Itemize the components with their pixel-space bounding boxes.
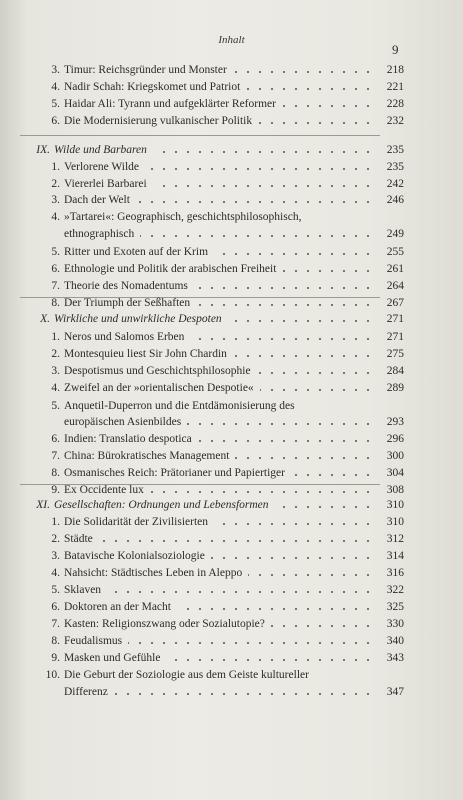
running-head: Inhalt: [218, 34, 245, 46]
toc-title: Osmanisches Reich: Prätorianer und Papiertiger: [64, 467, 285, 479]
toc-number: X.: [40, 313, 50, 325]
toc-number: IX.: [36, 144, 50, 156]
toc-page-number: 293: [386, 416, 404, 428]
dot-leader: [257, 363, 374, 379]
dot-leader: [140, 226, 374, 242]
toc-number: 6.: [51, 115, 60, 127]
toc-page-number: 249: [386, 228, 404, 240]
toc-page-number: 218: [386, 64, 404, 76]
toc-title: Timur: Reichsgründer und Monster: [64, 64, 227, 76]
toc-number: 7.: [51, 450, 60, 462]
toc-number: 1.: [51, 161, 60, 173]
toc-page-number: 322: [386, 584, 404, 596]
dot-leader: [150, 482, 374, 498]
toc-title: China: Bürokratisches Management: [64, 450, 230, 462]
dot-leader: [228, 311, 374, 327]
toc-title: Feudalismus: [64, 635, 123, 647]
toc-title: Anquetil-Duperron und die Entdämonisierung des: [64, 400, 295, 412]
toc-page-number: 316: [386, 567, 404, 579]
toc-page-number: 271: [386, 313, 404, 325]
dot-leader: [190, 329, 374, 345]
toc-number: 5.: [51, 246, 60, 258]
toc-number: 1.: [51, 516, 60, 528]
toc-number: 6.: [51, 433, 60, 445]
dot-leader: [145, 159, 374, 175]
dot-leader: [107, 582, 374, 598]
toc-title: Nadir Schah: Kriegskomet und Patriot: [64, 81, 241, 93]
dot-leader: [136, 192, 374, 208]
toc-title: ethnographisch: [64, 228, 135, 240]
toc-title: Die Solidarität der Zivilisierten: [64, 516, 209, 528]
toc-page-number: 296: [386, 433, 404, 445]
toc-title: Batavische Kolonialsoziologie: [64, 550, 205, 562]
toc-page-number: 343: [386, 652, 404, 664]
dot-leader: [198, 431, 374, 447]
dot-leader: [282, 96, 374, 112]
toc-page-number: 221: [386, 81, 404, 93]
dot-leader: [275, 497, 374, 513]
dot-leader: [260, 380, 374, 396]
toc-page-number: 300: [386, 450, 404, 462]
toc-number: 6.: [51, 263, 60, 275]
toc-number: 5.: [51, 584, 60, 596]
toc-number: 9.: [51, 652, 60, 664]
toc-number: 2.: [51, 178, 60, 190]
toc-title: Dach der Welt: [64, 194, 130, 206]
dot-leader: [248, 565, 374, 581]
toc-number: 5.: [51, 98, 60, 110]
toc-number: 6.: [51, 601, 60, 613]
toc-number: 2.: [51, 533, 60, 545]
toc-title: Haidar Ali: Tyrann und aufgeklärter Reformer: [64, 98, 276, 110]
toc-number: 5.: [51, 400, 60, 412]
toc-title: Kasten: Religionszwang oder Sozialutopie?: [64, 618, 265, 630]
toc-number: XI.: [36, 499, 50, 511]
toc-number: 10.: [45, 669, 60, 681]
dot-leader: [194, 278, 374, 294]
dot-leader: [233, 62, 374, 78]
toc-title: Die Geburt der Soziologie aus dem Geiste kultureller: [64, 669, 309, 681]
dot-leader: [233, 346, 374, 362]
toc-page-number: 275: [386, 348, 404, 360]
toc-number: 4.: [51, 81, 60, 93]
toc-title: Ritter und Exoten auf der Krim: [64, 246, 209, 258]
toc-title: »Tartarei«: Geographisch, geschichtsphilosophisch,: [64, 211, 302, 223]
toc-page-number: 340: [386, 635, 404, 647]
toc-number: 3.: [51, 194, 60, 206]
toc-page-number: 310: [386, 499, 404, 511]
toc-title: Ethnologie und Politik der arabischen Freiheit: [64, 263, 277, 275]
toc-page-number: 246: [386, 194, 404, 206]
toc-title: Theorie des Nomadentums: [64, 280, 188, 292]
toc-title: Wirkliche und unwirkliche Despoten: [54, 313, 222, 325]
dot-leader: [214, 514, 374, 530]
toc-title: Doktoren an der Macht: [64, 601, 171, 613]
dot-leader: [258, 113, 374, 129]
toc-page-number: 261: [386, 263, 404, 275]
dot-leader: [177, 599, 374, 615]
toc-page-number: 284: [386, 365, 404, 377]
dot-leader: [211, 548, 374, 564]
table-of-contents: [32, 0, 404, 800]
toc-number: 4.: [51, 382, 60, 394]
toc-page-number: 347: [386, 686, 404, 698]
toc-title: Ex Occidente lux: [64, 484, 144, 496]
toc-page-number: 304: [386, 467, 404, 479]
toc-number: 2.: [51, 348, 60, 360]
toc-title: Der Triumph der Seßhaften: [64, 297, 191, 309]
toc-page-number: 310: [386, 516, 404, 528]
toc-number: 1.: [51, 331, 60, 343]
toc-page-number: 308: [386, 484, 404, 496]
toc-page-number: 235: [386, 144, 404, 156]
toc-page-number: 255: [386, 246, 404, 258]
toc-page-number: 228: [386, 98, 404, 110]
toc-page-number: 314: [386, 550, 404, 562]
dot-leader: [246, 79, 374, 95]
toc-page-number: 267: [386, 297, 404, 309]
dot-leader: [291, 465, 374, 481]
dot-leader: [153, 142, 374, 158]
dot-leader: [196, 295, 374, 311]
toc-title: Wilde und Barbaren: [54, 144, 147, 156]
toc-number: 7.: [51, 280, 60, 292]
toc-title: Neros und Salomos Erben: [64, 331, 185, 343]
toc-title: Viererlei Barbarei: [64, 178, 147, 190]
dot-leader: [153, 176, 374, 192]
toc-title: Gesellschaften: Ordnungen und Lebensformen: [54, 499, 269, 511]
toc-number: 7.: [51, 618, 60, 630]
toc-number: 9.: [51, 484, 60, 496]
toc-number: 3.: [51, 365, 60, 377]
toc-title: Sklaven: [64, 584, 102, 596]
toc-title: Die Modernisierung vulkanischer Politik: [64, 115, 253, 127]
dot-leader: [271, 616, 374, 632]
toc-title: Nahsicht: Städtisches Leben in Aleppo: [64, 567, 243, 579]
toc-page-number: 264: [386, 280, 404, 292]
toc-title: Zweifel an der »orientalischen Despotie«: [64, 382, 254, 394]
dot-leader: [99, 531, 374, 547]
toc-page-number: 242: [386, 178, 404, 190]
toc-number: 3.: [51, 64, 60, 76]
page-number: 9: [392, 42, 399, 57]
dot-leader: [114, 684, 374, 700]
dot-leader: [235, 448, 374, 464]
toc-page-number: 232: [386, 115, 404, 127]
toc-title: Indien: Translatio despotica: [64, 433, 192, 445]
toc-number: 4.: [51, 567, 60, 579]
toc-title: Differenz: [64, 686, 108, 698]
toc-number: 8.: [51, 467, 60, 479]
toc-title: Masken und Gefühle: [64, 652, 161, 664]
dot-leader: [214, 244, 374, 260]
dot-leader: [282, 261, 374, 277]
toc-number: 4.: [51, 211, 60, 223]
dot-leader: [187, 414, 374, 430]
toc-page-number: 271: [386, 331, 404, 343]
toc-page-number: 330: [386, 618, 404, 630]
toc-number: 8.: [51, 297, 60, 309]
toc-page-number: 289: [386, 382, 404, 394]
dot-leader: [128, 633, 374, 649]
toc-number: 8.: [51, 635, 60, 647]
toc-page-number: 325: [386, 601, 404, 613]
toc-title: Verlorene Wilde: [64, 161, 140, 173]
toc-page-number: 312: [386, 533, 404, 545]
dot-leader: [166, 650, 374, 666]
toc-title: Montesquieu liest Sir John Chardin: [64, 348, 227, 360]
toc-title: Städte: [64, 533, 93, 545]
toc-number: 3.: [51, 550, 60, 562]
toc-page-number: 235: [386, 161, 404, 173]
toc-title: europäischen Asienbildes: [64, 416, 182, 428]
toc-title: Despotismus und Geschichtsphilosophie: [64, 365, 251, 377]
